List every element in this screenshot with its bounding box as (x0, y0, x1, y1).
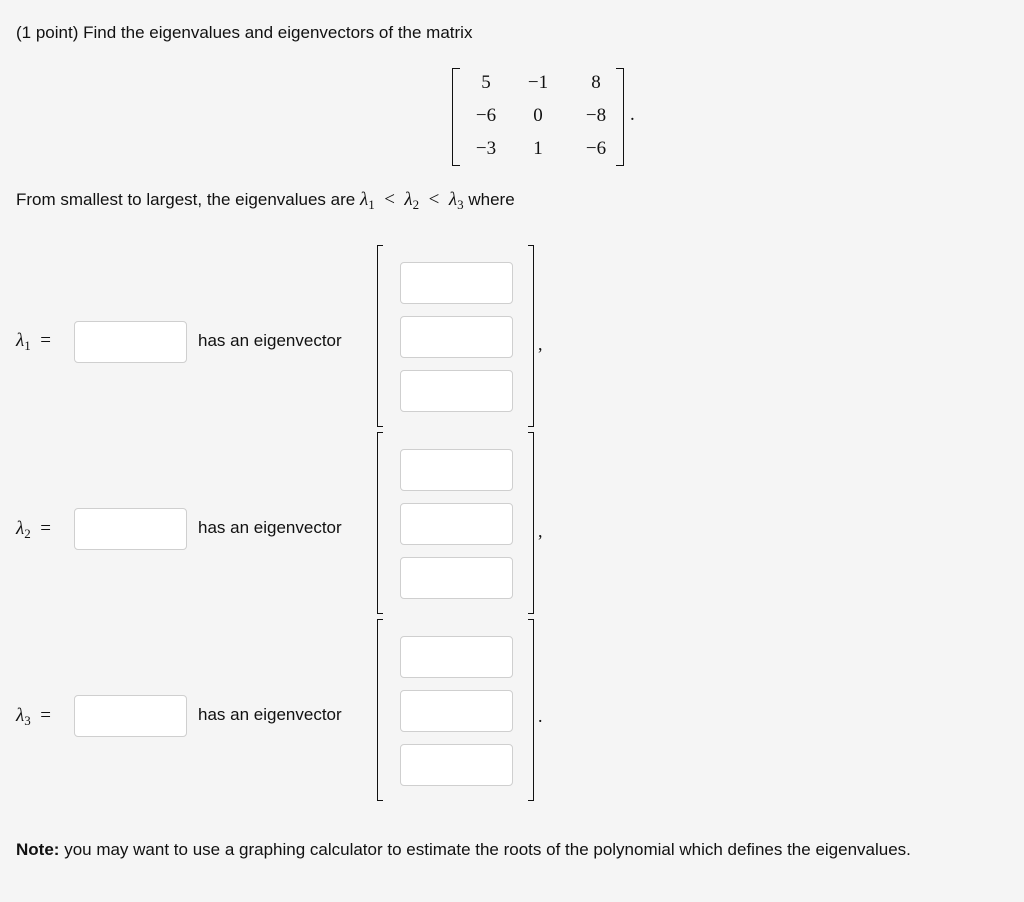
vector-1-left-bracket (377, 245, 383, 427)
matrix-cell-2-2: −6 (585, 138, 607, 159)
vector-2-entry-2[interactable] (400, 503, 513, 545)
lambda-2-input[interactable] (74, 508, 187, 550)
vector-1-entry-3[interactable] (400, 370, 513, 412)
vector-1-right-bracket (528, 245, 534, 427)
matrix-cell-1-1: 0 (533, 105, 543, 126)
matrix-cell-2-0: −3 (475, 138, 497, 159)
problem-points: (1 point) (16, 23, 79, 42)
eigenvector-3-text: has an eigenvector (198, 705, 342, 724)
matrix-cell-0-0: 5 (481, 72, 491, 93)
vector-2-right-bracket (528, 432, 534, 614)
vector-2-punct: , (538, 521, 543, 541)
vector-1-entry-1[interactable] (400, 262, 513, 304)
problem-statement (16, 22, 472, 44)
problem-prompt: Find the eigenvalues and eigenvectors of the matrix (83, 23, 473, 42)
vector-3-punct: . (538, 706, 543, 726)
matrix-cell-0-2: 8 (591, 72, 601, 93)
matrix-period: . (630, 104, 635, 125)
lambda-1-label: $\lambda_1$ = (16, 330, 51, 353)
note (16, 836, 1006, 864)
vector-1-entry-2[interactable] (400, 316, 513, 358)
vector-3-entry-1[interactable] (400, 636, 513, 678)
eigenvalue-ordering (16, 189, 515, 216)
lambda-1-input[interactable] (74, 321, 187, 363)
matrix-cell-1-0: −6 (475, 105, 497, 126)
vector-3-entry-3[interactable] (400, 744, 513, 786)
vector-2-entry-3[interactable] (400, 557, 513, 599)
eigenvector-2-text: has an eigenvector (198, 518, 342, 537)
vector-2-entry-1[interactable] (400, 449, 513, 491)
eigenvector-1-text: has an eigenvector (198, 331, 342, 350)
lambda-3-input[interactable] (74, 695, 187, 737)
note-label: Note: (16, 840, 60, 859)
matrix-cell-2-1: 1 (533, 138, 543, 159)
lambda-3-label: $\lambda_3$ = (16, 705, 51, 728)
vector-3-entry-2[interactable] (400, 690, 513, 732)
lambda-2-label: $\lambda_2$ = (16, 518, 51, 541)
ordering-prefix: From smallest to largest, the eigenvalues are (16, 190, 356, 209)
matrix-left-bracket (452, 68, 460, 166)
vector-2-left-bracket (377, 432, 383, 614)
ordering-suffix: where (468, 190, 515, 209)
vector-3-right-bracket (528, 619, 534, 801)
vector-3-left-bracket (377, 619, 383, 801)
matrix-cell-0-1: −1 (527, 72, 549, 93)
matrix (452, 68, 624, 164)
note-text: you may want to use a graphing calculator to estimate the roots of the polynomial which defines the eigenvalues. (64, 840, 911, 859)
ordering-math: $\lambda_1 < \lambda_2 < \lambda_3$ (359, 189, 464, 212)
matrix-right-bracket (616, 68, 624, 166)
matrix-cell-1-2: −8 (585, 105, 607, 126)
vector-1-punct: , (538, 334, 543, 354)
